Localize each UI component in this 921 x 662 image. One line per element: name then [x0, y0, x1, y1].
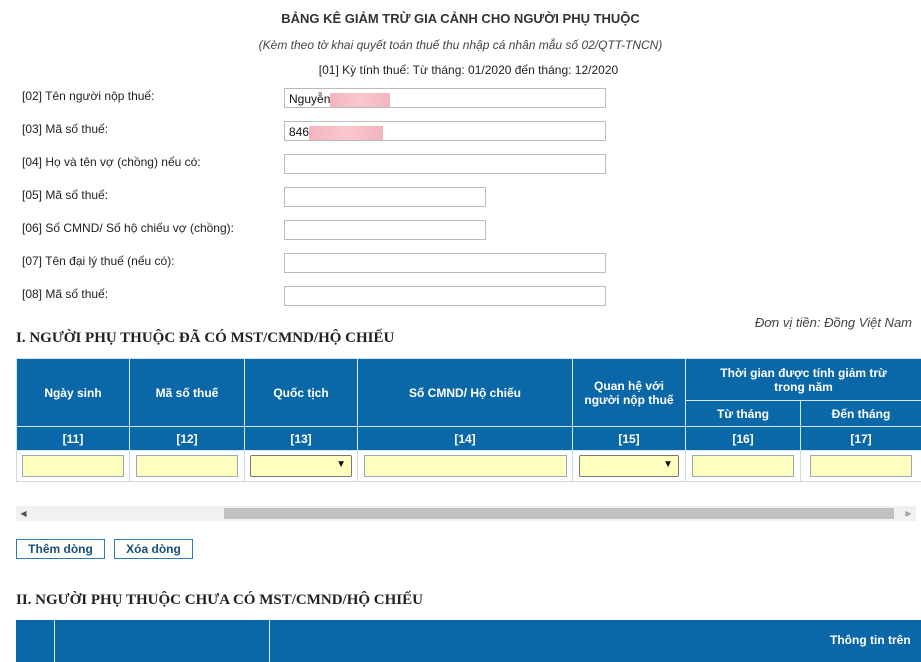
- column-divider: [269, 620, 270, 662]
- col-id-passport-header: Số CMND/ Hộ chiếu: [358, 359, 573, 427]
- scroll-thumb[interactable]: [224, 508, 894, 519]
- col-period-group-header: Thời gian được tính giảm trừ trong năm: [686, 359, 921, 401]
- from-month-input[interactable]: [692, 455, 794, 477]
- spouse-tax-code-field[interactable]: [284, 187, 486, 207]
- section1-title: I. NGƯỜI PHỤ THUỘC ĐÃ CÓ MST/CMND/HỘ CHIẾU: [16, 330, 395, 346]
- scroll-left-arrow-icon[interactable]: ◀: [20, 509, 27, 518]
- col-code: [17]: [801, 427, 921, 451]
- tax-period: [01] Kỳ tính thuế: Từ tháng: 01/2020 đến tháng: 12/2020: [318, 63, 619, 77]
- section2-table-header: [16, 620, 921, 662]
- to-month-input[interactable]: [810, 455, 912, 477]
- col-code: [15]: [573, 427, 686, 451]
- spouse-id-field[interactable]: [284, 220, 486, 240]
- redacted-mask: [309, 126, 383, 140]
- col-code: [16]: [686, 427, 801, 451]
- tax-code-label: [03] Mã số thuế:: [22, 122, 109, 136]
- col-relationship-header: Quan hệ với người nộp thuế: [573, 359, 686, 427]
- col-code: [13]: [245, 427, 358, 451]
- agent-tax-code-label: [08] Mã số thuế:: [22, 287, 109, 301]
- taxpayer-name-value: Nguyễn: [289, 92, 331, 106]
- col-to-month-header: Đến tháng: [801, 401, 921, 427]
- page-title: BẢNG KÊ GIẢM TRỪ GIA CẢNH CHO NGƯỜI PHỤ THUỘC: [281, 11, 640, 26]
- chevron-down-icon: ▼: [336, 459, 346, 470]
- col-tax-code-header: Mã số thuế: [130, 359, 245, 427]
- id-passport-input[interactable]: [364, 455, 567, 477]
- relationship-select[interactable]: [579, 455, 679, 477]
- agent-tax-code-field[interactable]: [284, 286, 606, 306]
- table-row: [17, 451, 921, 482]
- page-subtitle: (Kèm theo tờ khai quyết toán thuế thu nhập cá nhân mẫu số 02/QTT-TNCN): [258, 38, 663, 52]
- spouse-tax-code-label: [05] Mã số thuế:: [22, 188, 109, 202]
- column-divider: [54, 620, 55, 662]
- currency-unit: Đơn vị tiền: Đồng Việt Nam: [754, 315, 912, 330]
- dob-input[interactable]: [22, 455, 124, 477]
- agent-name-label: [07] Tên đại lý thuế (nếu có):: [22, 254, 175, 268]
- tax-code-input[interactable]: [136, 455, 238, 477]
- delete-row-button[interactable]: Xóa dòng: [114, 539, 193, 559]
- col-code: [14]: [358, 427, 573, 451]
- spouse-name-label: [04] Họ và tên vợ (chồng) nếu có:: [22, 155, 201, 169]
- tax-code-field[interactable]: [284, 121, 606, 141]
- spouse-id-label: [06] Số CMND/ Số hộ chiếu vợ (chồng):: [22, 221, 234, 235]
- add-row-button[interactable]: Thêm dòng: [16, 539, 105, 559]
- dependents-table: [16, 358, 921, 482]
- taxpayer-name-label: [02] Tên người nộp thuế:: [22, 89, 155, 103]
- taxpayer-name-field[interactable]: [284, 88, 606, 108]
- section2-header-label: Thông tin trên: [830, 633, 911, 647]
- nationality-select[interactable]: [250, 455, 352, 477]
- col-dob-header: Ngày sinh: [17, 359, 130, 427]
- redacted-mask: [330, 93, 390, 107]
- col-code: [12]: [130, 427, 245, 451]
- col-nationality-header: Quốc tịch: [245, 359, 358, 427]
- agent-name-field[interactable]: [284, 253, 606, 273]
- col-from-month-header: Từ tháng: [686, 401, 801, 427]
- chevron-down-icon: ▼: [663, 459, 673, 470]
- section2-title: II. NGƯỜI PHỤ THUỘC CHƯA CÓ MST/CMND/HỘ CHIẾU: [16, 592, 423, 608]
- horizontal-scrollbar[interactable]: [16, 506, 916, 521]
- tax-code-value: 846: [289, 125, 310, 139]
- col-code: [11]: [17, 427, 130, 451]
- spouse-name-field[interactable]: [284, 154, 606, 174]
- scroll-right-arrow-icon[interactable]: ▶: [905, 509, 912, 518]
